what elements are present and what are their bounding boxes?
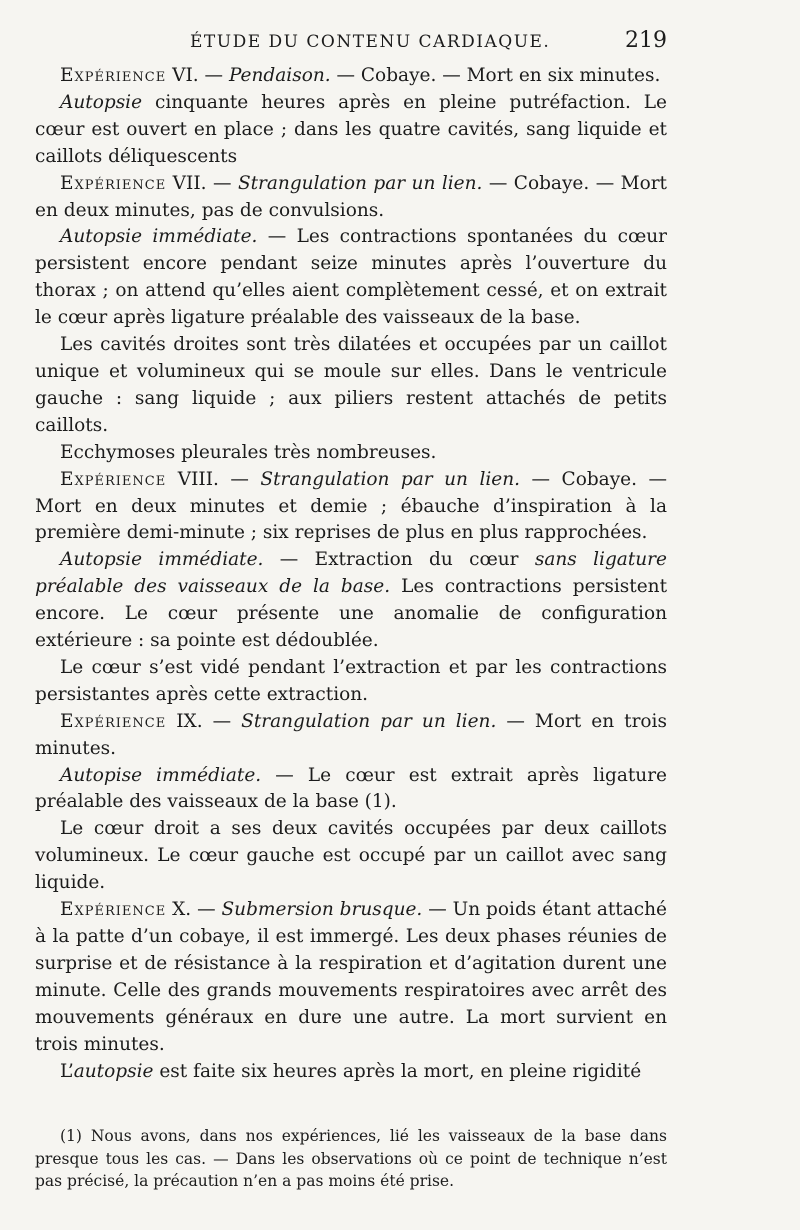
paragraph-experience-x [35,897,667,1058]
experience-title: Pendaison. [228,65,331,86]
paragraph-text: — Cobaye. — Mort en six minutes. [330,65,661,86]
paragraph-emptied-heart [35,655,667,709]
paragraph-text: — Mort en trois minutes. [35,710,667,759]
paragraph-text: Le cœur s’est vidé pendant l’extraction et par les contractions persistantes après cette extraction. [35,656,667,705]
paragraph-text: — Cobaye. — Mort en deux minutes et demie ; ébauche d’inspiration à la première demi-minute ; six reprises de plus en plus rapprochées. [35,468,667,544]
paragraph-text: Ecchymoses pleurales très nombreuses. [60,441,437,463]
page-number: 219 [625,28,667,53]
experience-label: Expérience [60,899,167,921]
paragraph-text: Les cavités droites sont très dilatées et occupées par un caillot unique et volumineux qui se moule sur elles. Dans le ventricule gauche : sang liquide ; aux piliers restent attachés de petits caillots. [35,334,667,436]
body-text [35,63,667,1085]
experience-number: X. — [166,899,222,921]
paragraph-text: est faite six heures après la mort, en pleine rigidité [153,1060,642,1082]
paragraph-autopsy-vii [35,224,667,332]
autopsy-heading: Autopsie immédiate. [60,226,258,248]
paragraph-text: — Un poids étant attaché à la patte d’un cobaye, il est immergé. Les deux phases réunies de surprise et de résistance à la respiration et d’agitation durent une minute. Celle des grands mouvements respiratoires avec arrêt des mouvements généraux en dure une autre. La mort survient en trois minutes. [35,899,667,1055]
paragraph-cavities [35,332,667,440]
paragraph-text: — Le cœur est extrait après ligature préalable des vaisseaux de la base (1). [35,764,668,813]
emphasis-text: sans ligature préalable des vaisseaux de la base. [35,549,667,598]
experience-title: Strangulation par un lien. [237,172,483,194]
paragraph-experience-ix [35,709,667,763]
autopsy-heading: autopsie [73,1060,154,1082]
paragraph-experience-viii [35,467,667,548]
experience-label: Expérience [60,172,167,194]
experience-title: Strangulation par un lien. [241,710,497,732]
autopsy-heading: Autopsie [60,91,143,113]
paragraph-experience-vii [35,171,667,225]
experience-label: Expérience [60,468,167,490]
paragraph-experience-vi [35,63,667,90]
paragraph-autopsy-x [35,1059,667,1086]
page-header [35,28,667,56]
experience-number: IX. — [166,710,242,732]
footnote [35,1125,667,1193]
experience-title: Strangulation par un lien. [260,468,521,490]
paragraph-text: — Extraction du cœur [263,549,535,571]
autopsy-heading: Autopsie immédiate. [60,549,264,571]
paragraph-autopsy-vi [35,90,667,171]
experience-number: VI. — [166,65,229,86]
paragraph-right-heart [35,816,667,897]
running-head: ÉTUDE DU CONTENU CARDIAQUE. [190,32,551,52]
footnote-text: (1) Nous avons, dans nos expériences, lié les vaisseaux de la base dans presque tous les cas. — Dans les observations où ce point de technique n’est pas précisé, la précaution n’en a pas moins été prise. [35,1127,667,1190]
paragraph-autopsy-viii [35,547,667,655]
autopsy-heading: Autopise immédiate. [60,764,262,786]
paragraph-autopsy-ix [35,763,667,817]
paragraph-text: Les contractions persistent encore. Le cœur présente une anomalie de configuration extérieure : sa pointe est dédoublée. [35,576,667,652]
experience-label: Expérience [60,710,167,732]
paragraph-text: cinquante heures après en pleine putréfaction. Le cœur est ouvert en place ; dans les quatre cavités, sang liquide et caillots déliquescents [35,91,667,167]
experience-number: VIII. — [166,468,261,490]
paragraph-text: — Les contractions spontanées du cœur persistent encore pendant seize minutes après l’ouverture du thorax ; on attend qu’elles aient complètement cessé, et on extrait le cœur après ligature préalable des vaisseaux de la base. [35,226,667,329]
experience-label: Expérience [60,65,167,86]
experience-title: Submersion brusque. [221,899,423,921]
experience-number: VII. — [166,172,238,194]
paragraph-text: L’ [60,1060,74,1082]
paragraph-text: Le cœur droit a ses deux cavités occupées par deux caillots volumineux. Le cœur gauche est occupé par un caillot avec sang liquide. [35,818,667,894]
paragraph-text: — Cobaye. — Mort en deux minutes, pas de convulsions. [35,172,667,221]
paragraph-ecchymoses [35,440,667,467]
